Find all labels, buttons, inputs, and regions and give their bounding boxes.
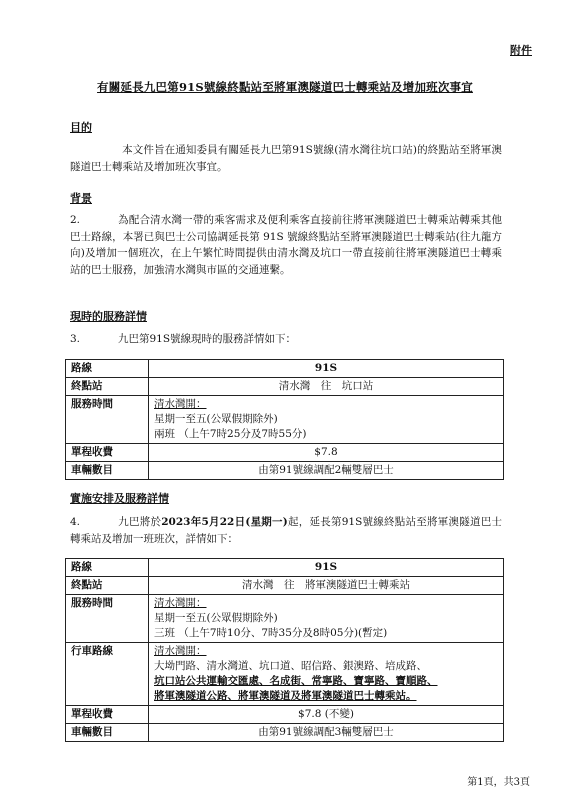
current-service-heading: 現時的服務詳情 [70,310,147,323]
table-row [66,444,504,462]
routing-label: 行車路線 [66,643,149,706]
vehicles-label: 車輛數目 [66,462,149,480]
hours-line: 三班 （上午7時10分、7時35分及8時05分)(暫定) [154,627,388,639]
paragraph-number: 4. [70,516,81,528]
routing-line: 坑口站公共運輸交匯處、名成街、常寧路、寶寧路、寶順路、 [154,675,438,687]
purpose-paragraph [70,142,502,175]
table-row [66,706,504,724]
vehicles-value: 由第91號線調配2輛雙層巴士 [149,462,504,480]
route-label: 路線 [66,559,149,577]
hours-cell [149,595,504,643]
terminus-value: 清水灣 往 坑口站 [149,378,504,396]
implementation-heading: 實施安排及服務詳情 [70,492,169,505]
terminus-label: 終點站 [66,577,149,595]
fare-label: 單程收費 [66,706,149,724]
routing-cell [149,643,504,706]
vehicles-value: 由第91號線調配3輛雙層巴士 [149,724,504,742]
routing-line: 大坳門路、清水灣道、坑口道、昭信路、銀澳路、培成路、 [154,660,427,672]
new-service-table [65,558,504,742]
page-number: 第1頁，共3頁 [467,777,530,788]
current-service-paragraph [70,331,502,348]
current-service-table [65,359,504,480]
fare-value: $7.8 (不變) [149,706,504,724]
routing-line: 將軍澳隧道公路、將軍澳隧道及將軍澳隧道巴士轉乘站。 [154,690,417,702]
annex-label: 附件 [510,44,532,57]
table-row [66,724,504,742]
implementation-paragraph [70,514,502,547]
purpose-text: 本文件旨在通知委員有關延長九巴第91S號線(清水灣往坑口站)的終點站至將軍澳隧道巴士轉乘站及增加班次事宜。 [70,144,502,173]
document-title: 有關延長九巴第91S號線終點站至將軍澳隧道巴士轉乘站及增加班次事宜 [97,80,473,94]
implementation-text-pre: 九巴將於 [118,516,162,528]
route-value: 91S [149,360,504,378]
vehicles-label: 車輛數目 [66,724,149,742]
terminus-label: 終點站 [66,378,149,396]
table-row [66,595,504,643]
implementation-text-post: 起，延長第91S號線終點站至將軍澳隧道巴士轉乘站及增加一班班次，詳情如下： [70,516,503,545]
table-row [66,577,504,595]
table-row [66,462,504,480]
background-heading: 背景 [70,192,92,205]
hours-label: 服務時間 [66,595,149,643]
background-paragraph [70,212,502,278]
paragraph-number: 3. [70,333,81,345]
hours-line: 清水灣開： [154,398,207,410]
hours-line: 星期一至五(公眾假期除外) [154,612,278,624]
background-text: 為配合清水灣一帶的乘客需求及便利乘客直接前往將軍澳隧道巴士轉乘站轉乘其他巴士路線，本署已與巴士公司協調延長第 91S 號線終點站至將軍澳隧道巴士轉乘站(往九龍方向)及增加一個班次，在上午繁忙時間提供由清水灣及坑口一帶直接前往將軍澳隧道巴士轉乘站的巴士服務，加強清水灣與市區的交通連繫。 [70,214,502,276]
hours-label: 服務時間 [66,396,149,444]
route-value: 91S [149,559,504,577]
hours-cell [149,396,504,444]
table-row [66,396,504,444]
fare-label: 單程收費 [66,444,149,462]
terminus-value: 清水灣 往 將軍澳隧道巴士轉乘站 [149,577,504,595]
table-row [66,360,504,378]
fare-value: $7.8 [149,444,504,462]
paragraph-number: 2. [70,214,81,226]
hours-line: 兩班 （上午7時25分及7時55分) [154,428,307,440]
routing-line: 清水灣開： [154,645,207,657]
hours-line: 清水灣開： [154,597,207,609]
table-row [66,559,504,577]
hours-line: 星期一至五(公眾假期除外) [154,413,278,425]
current-service-text: 九巴第91S號線現時的服務詳情如下： [118,333,297,345]
implementation-date: 2023年5月22日(星期一) [161,516,288,528]
route-label: 路線 [66,360,149,378]
purpose-heading: 目的 [70,121,92,134]
table-row [66,378,504,396]
table-row [66,643,504,706]
